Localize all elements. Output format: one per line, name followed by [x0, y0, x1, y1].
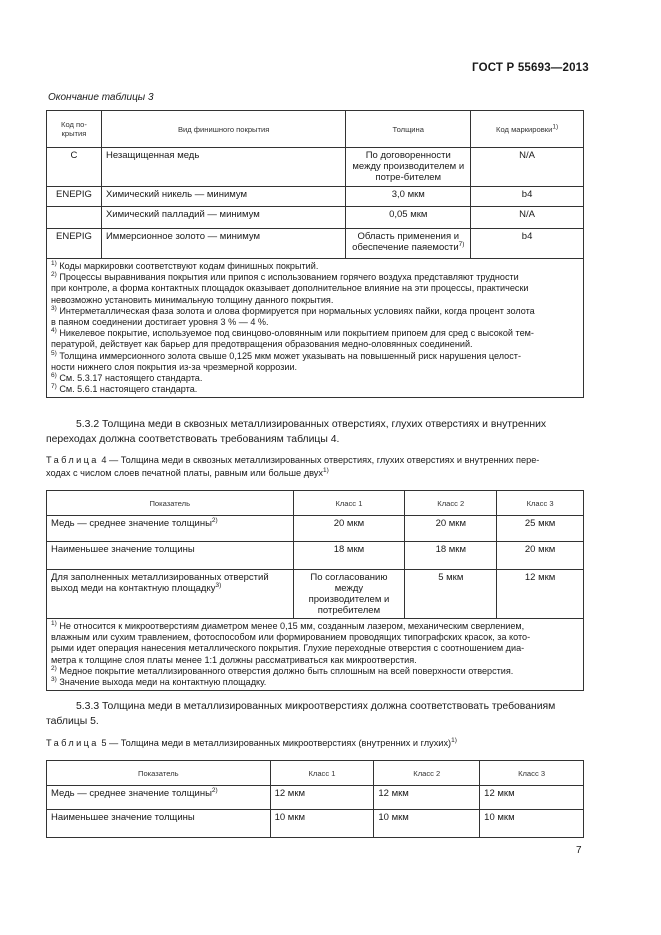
table5-caption-text: 5 — Толщина меди в металлизированных микроотверстиях (внутренних и глухих)	[98, 738, 452, 748]
table5	[46, 760, 584, 838]
table5-header-row	[47, 761, 584, 786]
footnote-cont: невозможно установить минимальную толщину данного покрытия.	[51, 294, 334, 305]
footnote: $^{3)}$ Значение выхода меди на контактную площадку.	[51, 675, 267, 688]
table3-cell-mark: N/A	[471, 207, 584, 229]
table3-notes-row	[47, 259, 584, 398]
table3-cell-mark: b4	[471, 229, 584, 259]
paragraph-line: 5.3.2 Толщина меди в сквозных металлизированных отверстиях, глухих отверстиях и внутренних	[76, 419, 547, 430]
footnote: $^{5)}$ Толщина иммерсионного золота свыше 0,125 мкм может указывать на повышенный риск нарушения целост-	[51, 349, 521, 361]
paragraph-line: таблицы 5.	[46, 715, 99, 727]
table3-header-type: Вид финишного покрытия	[101, 111, 345, 148]
table3-cell-mark: N/A	[471, 148, 584, 187]
table5-header-class3: Класс 3	[480, 761, 584, 786]
table4-header-class2: Класс 2	[405, 491, 497, 516]
table5-cell-class3: 10 мкм	[480, 810, 584, 838]
page-number: 7	[576, 845, 582, 856]
table5-cell-label: Наименьшее значение толщины	[47, 810, 271, 838]
standard-header: ГОСТ Р 55693—2013	[472, 62, 589, 74]
table4-caption-text: 4 — Толщина меди в сквозных металлизированных отверстиях, глухих отверстиях и внутренних пере-	[98, 455, 540, 465]
footnote-cont: метра к толщине слоя платы менее 1:1 должны рассматриваться как микроотверстия.	[51, 654, 417, 665]
table4-cell-class3: 12 мкм	[497, 570, 584, 619]
paragraph-5-3-2	[46, 418, 584, 447]
table4-cell-label: Наименьшее значение толщины	[47, 542, 294, 570]
table4-header-class3: Класс 3	[497, 491, 584, 516]
footnote-cont: влажным или сухим травлением, фотоспособом или формированием проводящих типографских красок, за кото-	[51, 632, 531, 643]
footnote: $^{3)}$ Интерметаллическая фаза золота и олова формируется при нормальных условиях пайки, когда процент золота	[51, 304, 535, 316]
table5-cell-class1: 10 мкм	[270, 810, 374, 838]
table5-cell-class2: 12 мкм	[374, 786, 480, 810]
table4-header-class1: Класс 1	[293, 491, 405, 516]
table3-header-thickness: Толщина	[346, 111, 471, 148]
table4-cell-class3: 20 мкм	[497, 542, 584, 570]
table4-cell-class3: 25 мкм	[497, 516, 584, 542]
table4-caption	[46, 454, 584, 479]
table4-header-param: Показатель	[47, 491, 294, 516]
paragraph-line: 5.3.3 Толщина меди в металлизированных микроотверстиях должна соответствовать требованиям	[76, 701, 556, 712]
table5-cell-class1: 12 мкм	[270, 786, 374, 810]
table-row	[47, 542, 584, 570]
footnote: $^{2)}$ Процессы выравнивания покрытия или припоя с использованием горячего воздуха представляют трудности	[51, 271, 519, 283]
table5-cell-class2: 10 мкм	[374, 810, 480, 838]
table-row	[47, 148, 584, 187]
table3-notes	[47, 259, 584, 398]
table3-caption: Окончание таблицы 3	[48, 92, 154, 103]
paragraph-5-3-3	[46, 700, 584, 729]
paragraph-line: переходах должна соответствовать требованиям таблицы 4.	[46, 433, 340, 445]
table3-cell-type: Незащищенная медь	[101, 148, 345, 187]
footnote: $^{7)}$ См. 5.6.1 настоящего стандарта.	[51, 383, 198, 395]
table4-caption-sup: 1)	[322, 466, 329, 474]
table3-cell-code: ENEPIG	[47, 187, 102, 207]
table4-cell-class2: 20 мкм	[405, 516, 497, 542]
table5-cell-class3: 12 мкм	[480, 786, 584, 810]
table-row	[47, 207, 584, 229]
footnote: $^{1)}$ Не относится к микроотверстиям диаметром менее 0,15 мм, созданным лазером, механическим сверлением,	[51, 619, 525, 631]
table3-cell-thickness-text: Область применения и обеспечение паяемости	[352, 231, 460, 253]
footnote-cont: ности нижнего слоя покрытия из-за чрезмерной коррозии.	[51, 361, 298, 372]
table4-caption-word: Таблица	[46, 455, 99, 465]
table5-caption-word: Таблица	[46, 738, 99, 748]
table3-header-mark-text: Код маркировки	[496, 124, 553, 134]
table5-header-param: Показатель	[47, 761, 271, 786]
table5-cell-label: Медь — среднее значение толщины$^{2)}$	[47, 786, 271, 810]
table3-cell-thickness: 0,05 мкм	[346, 207, 471, 229]
footnote: $^{2)}$ Медное покрытие металлизированного отверстия должно быть сплошным на всей поверхности отверстия.	[51, 664, 514, 676]
footnote-cont: рыми идет операция нанесения металлического покрытия. Глухие переходные отверстия с соотношением диа-	[51, 643, 525, 654]
table4-notes-row	[47, 619, 584, 691]
table3	[46, 110, 584, 398]
table3-cell-thickness	[346, 229, 471, 259]
table5-header-class2: Класс 2	[374, 761, 480, 786]
table4-caption-text: ходах с числом слоев печатной платы, равным или больше двух	[46, 467, 323, 478]
table4-cell-label: Для заполненных металлизированных отверстий выход меди на контактную площадку$^{3)}$	[47, 570, 294, 619]
table3-cell-type: Химический никель — минимум	[101, 187, 345, 207]
table4-cell-class1: 18 мкм	[293, 542, 405, 570]
table4-cell-class2: 5 мкм	[405, 570, 497, 619]
footnote: $^{1)}$ Коды маркировки соответствуют кодам финишных покрытий.	[51, 259, 319, 271]
table3-cell-mark: b4	[471, 187, 584, 207]
table5-caption-sup: 1)	[451, 736, 457, 744]
table3-header-code: Код по-крытия	[47, 111, 102, 148]
table5-header-class1: Класс 1	[270, 761, 374, 786]
table-row	[47, 187, 584, 207]
footnote: $^{6)}$ См. 5.3.17 настоящего стандарта.	[51, 372, 203, 384]
table3-header-mark	[471, 111, 584, 148]
table3-cell-sup: 7)	[458, 240, 465, 248]
table3-cell-type: Химический палладий — минимум	[101, 207, 345, 229]
table4-cell-class2: 18 мкм	[405, 542, 497, 570]
table4-cell-class1: По согласованию между производителем и потребителем	[293, 570, 405, 619]
table-row	[47, 810, 584, 838]
table4-header-row	[47, 491, 584, 516]
table3-cell-thickness: 3,0 мкм	[346, 187, 471, 207]
table-row	[47, 229, 584, 259]
table5-caption	[46, 737, 457, 750]
footnote-cont: пературой, действует как барьер для предотвращения образования медно-оловянных соединений.	[51, 339, 473, 350]
footnote-cont: в паяном соединении достигает уровня 3 % — 4 %.	[51, 317, 269, 328]
table3-cell-type: Иммерсионное золото — минимум	[101, 229, 345, 259]
table3-header-row	[47, 111, 584, 148]
table4	[46, 490, 584, 691]
table-row	[47, 786, 584, 810]
table3-cell-code: C	[47, 148, 102, 187]
table3-cell-code	[47, 207, 102, 229]
table3-cell-thickness: По договоренности между производителем и потре-бителем	[346, 148, 471, 187]
footnote-cont: при контроле, а форма контактных площадок оказывает дополнительное влияние на эти процессы, практически	[51, 283, 529, 294]
footnote: $^{4)}$ Никелевое покрытие, используемое под свинцово-оловянным или покрытием припоем для сред с высокой тем-	[51, 327, 534, 339]
table-row	[47, 516, 584, 542]
table3-cell-code: ENEPIG	[47, 229, 102, 259]
table3-header-sup: 1)	[552, 122, 559, 130]
table4-cell-label: Медь — среднее значение толщины$^{2)}$	[47, 516, 294, 542]
table4-notes	[47, 619, 584, 691]
table-row	[47, 570, 584, 619]
table4-cell-class1: 20 мкм	[293, 516, 405, 542]
